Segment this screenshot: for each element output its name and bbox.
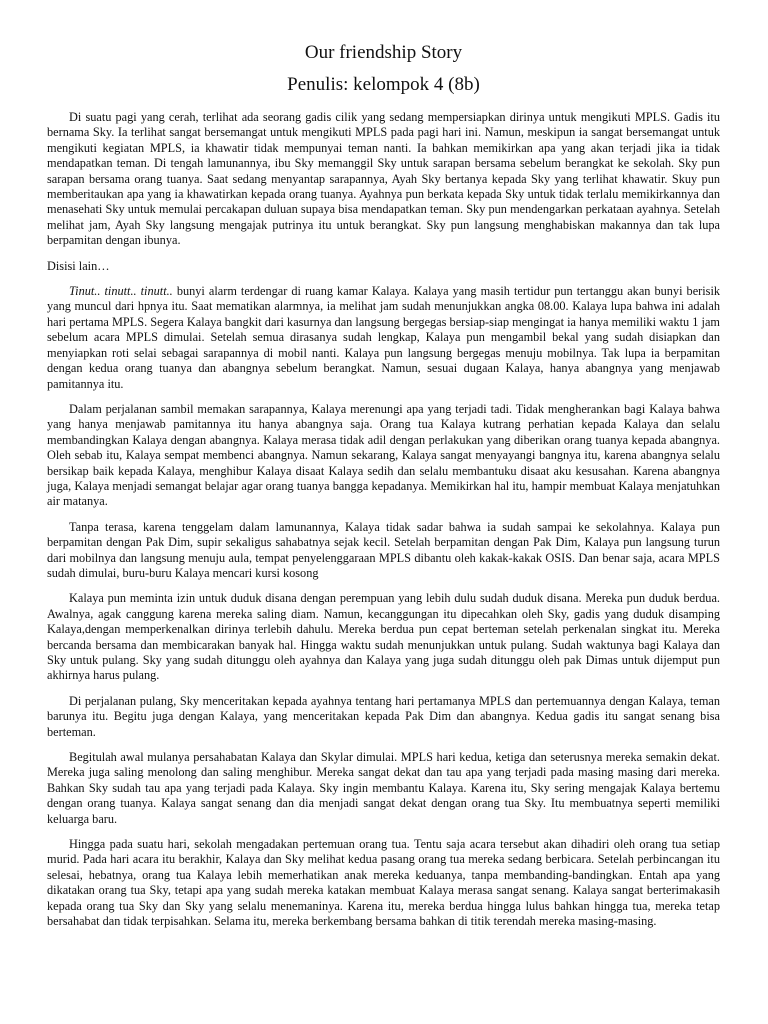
paragraph-3-body: bunyi alarm terdengar di ruang kamar Kalaya. Kalaya yang masih tertidur pun tertanggu akan bunyi berisik yang muncul dari hpnya itu. Saat mematikan alarmnya, ia melihat jam sudah menunjukkan angka 08.00. Kalaya lupa bahwa ini adalah hari pertama MPLS. Segera Kalaya bangkit dari kasurnya dan langsung bergegas bersiap-siap mengingat ia hanya memiliki waktu 1 jam sebelum acara MPLS dimulai. Setelah semua dirasanya sudah lengkap, Kalaya pun mengambil bekal yang sudah disiapkan dan menyiapkan roti selai sebagai sarapannya di mobil nanti. Kalaya pun langsung bergegas menuju mobilnya. Tak lupa ia berpamitan dengan kedua orang tuanya dan abangnya sebelum berangkat. Namun, sesuai dugaan Kalaya, hanya abangnya yang menjawab pamitannya itu. xyxy=(47,284,721,391)
alarm-sound-text: Tinut.. tinutt.. tinutt.. xyxy=(69,284,173,299)
paragraph-9: Hingga pada suatu hari, sekolah mengadakan pertemuan orang tua. Tentu saja acara tersebut akan dihadiri oleh orang tua setiap murid. Pada hari acara itu berakhir, Kalaya dan Sky melihat kedua pasang orang tua mereka sedang berbicara. Setelah perbincangan itu selesai, hebatnya, orang tua Kalaya lebih memerhatikan anak mereka keduanya, tanpa membanding-bandingkan. Entah apa yang dikatakan orang tua Sky, tetapi apa yang sudah mereka katakan membuat Kalaya merasa sangat senang. Kalaya sangat berterimakasih kepada orang tua Sky dan Sky yang selalu menemaninya. Karena itu, mereka berdua hingga lulus bahkan hingga tua, mereka tetap bersahabat dan tidak terpisahkan. Selama itu, mereka berkembang bersama bahkan di titik terendah mereka masing-masing. xyxy=(47,837,720,929)
author-line: Penulis: kelompok 4 (8b) xyxy=(287,74,480,95)
paragraph-1: Di suatu pagi yang cerah, terlihat ada seorang gadis cilik yang sedang mempersiapkan dirinya untuk mengikuti MPLS. Gadis itu bernama Sky. Ia terlihat sangat bersemangat untuk mengikuti MPLS pada pagi hari ini. Namun, meskipun ia sangat bersemangat untuk mengikuti kegiatan MPLS, ia khawatir tidak mempunyai teman nanti. Ia bahkan memikirkan apa yang akan terjadi jika ia tidak mendapatkan teman. Di tengah lamunannya, ibu Sky memanggil Sky untuk sarapan bersama sebelum berangkat ke sekolah. Sky pun sarapan bersama orang tuanya. Saat sedang menyantap sarapannya, Ayah Sky bertanya kepada Sky yang terlihat khawatir. Skuy pun memberitaukan apa yang ia khawatirkan kepada orang tuanya. Ayahnya pun berkata kepada Sky untuk tidak terlalu memikirkannya dan menasehati Sky untuk memulai percakapan duluan supaya bisa mendapatkan teman. Sky pun mendengarkan perkataan ayahnya. Setelah melihat jam, Ayah Sky langsung mengajak putrinya itu untuk berangkat. Sky pun langsung menghabiskan makannya dan tak lupa berpamitan dengan ibunya. xyxy=(47,110,720,248)
document-page xyxy=(47,40,720,940)
paragraph-8: Begitulah awal mulanya persahabatan Kalaya dan Skylar dimulai. MPLS hari kedua, ketiga dan seterusnya mereka semakin dekat. Mereka juga saling menolong dan saling menghibur. Mereka sangat dekat dan tau apa yang terjadi pada masing masing dari mereka. Bahkan Sky sudah tau apa yang terjadi pada Kalaya. Sky ingin membantu Kalaya. Karena itu, Sky sering mengajak Kalaya bertemu dengan orang tuanya. Kalaya sangat senang dan dia menjadi sangat dekat dengan orang tua Sky. Itu membuatnya seperti memiliki keluarga baru. xyxy=(47,750,720,826)
paragraph-4: Dalam perjalanan sambil memakan sarapannya, Kalaya merenungi apa yang terjadi tadi. Tidak mengherankan bagi Kalaya bahwa yang hanya menjawab pamitannya itu hanya abangnya saja. Orang tua Kalaya kutrang perhatian kepada Kalaya dan selalu membandingkan Kalaya dengan abangnya. Kalaya merasa tidak adil dengan perlakukan yang diberikan orang tuanya kepada abangnya. Oleh sebab itu, Kalaya sempat membenci abangnya. Namun sekarang, Kalaya sangat menyayangi bangnya itu, karena abangnya selalu bersikap baik kepada Kalaya, menghibur Kalaya disaat Kalaya sedih dan selalu membantuku disaat aku kesusahan. Karena abangnya juga, Kalaya menjadi semangat belajar agar orang tuanya bangga kepadanya. Memikirkan hal itu, hampir membuat Kalaya menjatuhkan air matanya. xyxy=(47,401,720,509)
paragraph-3 xyxy=(47,284,720,392)
paragraph-5: Tanpa terasa, karena tenggelam dalam lamunannya, Kalaya tidak sadar bahwa ia sudah sampai ke sekolahnya. Kalaya pun berpamitan dengan Pak Dim, supir sekaligus sahabatnya sejak kecil. Setelah berpamitan dengan Pak Dim, Kalaya pun langsung turun dari mobilnya dan langsung menuju aula, tempat penyelenggaraan MPLS dibantu oleh kakak-kakak OSIS. Dan benar saja, acara MPLS sudah dimulai, buru-buru Kalaya mencari kursi kosong xyxy=(47,519,720,580)
story-title: Our friendship Story xyxy=(304,42,463,63)
paragraph-scene-break: Disisi lain… xyxy=(47,258,110,273)
paragraph-6: Kalaya pun meminta izin untuk duduk disana dengan perempuan yang lebih dulu sudah duduk disana. Mereka pun duduk berdua. Awalnya, agak canggung karena mereka saling diam. Namun, kecanggungan itu dipecahkan oleh Sky, gadis yang duduk disamping Kalaya,dengan memperkenalkan dirinya terlebih dahulu. Mereka berdua pun cepat berteman setelah perkenalan singkat itu. Mereka bercanda bersama dan membicarakan banyak hal. Hingga waktu sudah menunjukkan untuk pulang. Sudah waktunya bagi Kalaya dan Sky untuk pulang. Sky yang sudah ditunggu oleh ayahnya dan Kalaya yang juga sudah ditunggu oleh pak Dimas untuk dijemput pun akhirnya harus pulang. xyxy=(47,591,720,683)
paragraph-7: Di perjalanan pulang, Sky menceritakan kepada ayahnya tentang hari pertamanya MPLS dan pertemuannya dengan Kalaya, teman barunya itu. Begitu juga dengan Kalaya, yang menceritakan kepada Pak Dim dan abangnya. Kedua gadis itu sangat senang bisa berteman. xyxy=(47,693,720,739)
